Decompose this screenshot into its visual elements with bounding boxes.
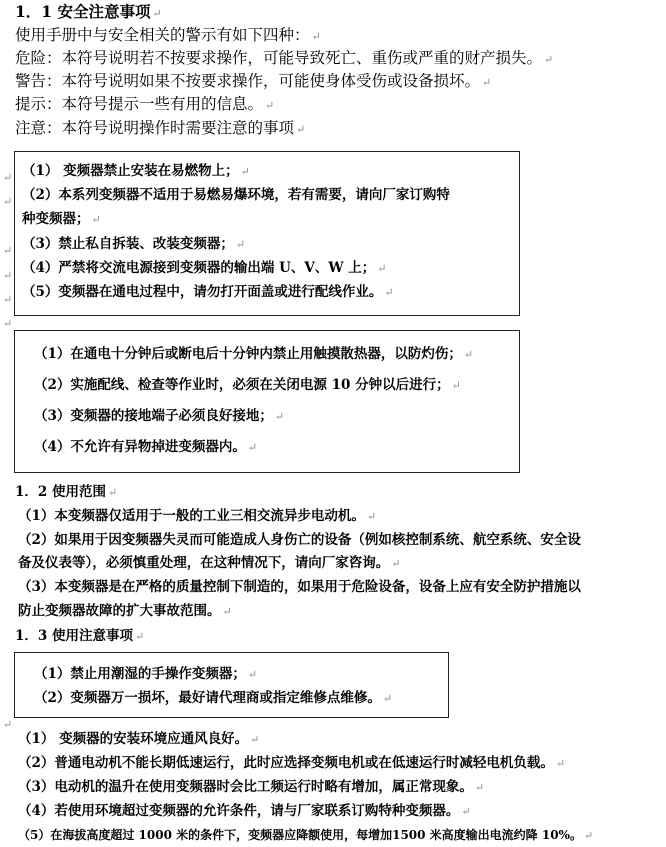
box1-line: （5）变频器在通电过程中，请勿打开面盖或进行配线作业。 ↵ — [22, 284, 394, 300]
scope-line: （1）本变频器仅适用于一般的工业三相交流异步电动机。 ↵ — [18, 508, 377, 524]
box2-line: （3）变频器的接地端子必须良好接地； ↵ — [34, 408, 285, 424]
box1-line: 种变频器； ↵ — [22, 211, 101, 227]
scope-line: （3）本变频器是在严格的质量控制下制造的，如果用于危险设备，设备上应有安全防护措施以 — [18, 579, 581, 595]
scope-line: （2）如果用于因变频器失灵而可能造成人身伤亡的设备（例如核控制系统、航空系统、安全设 — [18, 532, 581, 548]
signal-warning: 警告：本符号说明如果不按要求操作，可能使身体受伤或设备损坏。 ↵ — [15, 72, 492, 90]
return-mark-icon: ↵ — [3, 718, 13, 731]
usage-line: （3）电动机的温升在使用变频器时会比工频运行时略有增加，属正常现象。 ↵ — [18, 779, 485, 795]
box1-line: （3）禁止私自拆装、改装变频器； ↵ — [22, 236, 246, 252]
section-heading: 1．3 使用注意事项 ↵ — [15, 628, 145, 644]
notice-line: （2）变频器万一损坏，最好请代理商或指定维修点维修。 ↵ — [34, 690, 393, 706]
return-mark-icon: ↵ — [3, 244, 13, 257]
return-mark-icon: ↵ — [3, 317, 13, 330]
usage-line: （1） 变频器的安装环境应通风良好。 ↵ — [18, 731, 260, 747]
box1-line: （2）本系列变频器不适用于易燃易爆环境，若有需要，请向厂家订购特 — [22, 187, 450, 203]
scope-line: 备及仪表等），必须慎重处理，在这种情况下，请向厂家咨询。 ↵ — [18, 555, 401, 571]
box1-line: （1） 变频器禁止安装在易燃物上； ↵ — [22, 163, 250, 179]
box2-line: （4）不允许有异物掉进变频器内。 ↵ — [34, 439, 258, 455]
signal-tip: 提示：本符号提示一些有用的信息。 ↵ — [15, 95, 275, 113]
usage-line: （2）普通电动机不能长期低速运行，此时应选择变频电机或在低速运行时减轻电机负载。 ↵ — [18, 755, 566, 771]
notice-line: （1）禁止用潮湿的手操作变频器； ↵ — [34, 666, 258, 682]
return-mark-icon: ↵ — [3, 293, 13, 306]
intro-text: 使用手册中与安全相关的警示有如下四种： ↵ — [15, 26, 321, 44]
box2-line: （1）在通电十分钟后或断电后十分钟内禁止用触摸散热器，以防灼伤； ↵ — [34, 346, 474, 362]
return-mark-icon: ↵ — [3, 269, 13, 282]
signal-danger: 危险：本符号说明若不按要求操作，可能导致死亡、重伤或严重的财产损失。 ↵ — [15, 49, 554, 67]
return-mark-icon: ↵ — [3, 195, 13, 208]
return-mark-icon: ↵ — [3, 171, 13, 184]
box1-line: （4）严禁将交流电源接到变频器的输出端 U、V、W 上； ↵ — [22, 260, 387, 276]
notice-box — [14, 652, 449, 718]
signal-caution: 注意：本符号说明操作时需要注意的事项 ↵ — [15, 119, 306, 137]
box2-line: （2）实施配线、检查等作业时，必须在关闭电源 10 分钟以后进行； ↵ — [34, 377, 461, 393]
section-heading: 1．2 使用范围 ↵ — [15, 484, 118, 500]
section-heading: 1．1 安全注意事项 ↵ — [15, 2, 162, 21]
usage-line: （5）在海拔高度超过 1000 米的条件下，变频器应降额使用，每增加1500 米高度输出电流约降 10%。 ↵ — [18, 828, 594, 842]
scope-line: 防止变频器故障的扩大事故范围。 ↵ — [18, 603, 232, 619]
usage-line: （4）若使用环境超过变频器的允许条件，请与厂家联系订购特种变频器。 ↵ — [18, 803, 471, 819]
